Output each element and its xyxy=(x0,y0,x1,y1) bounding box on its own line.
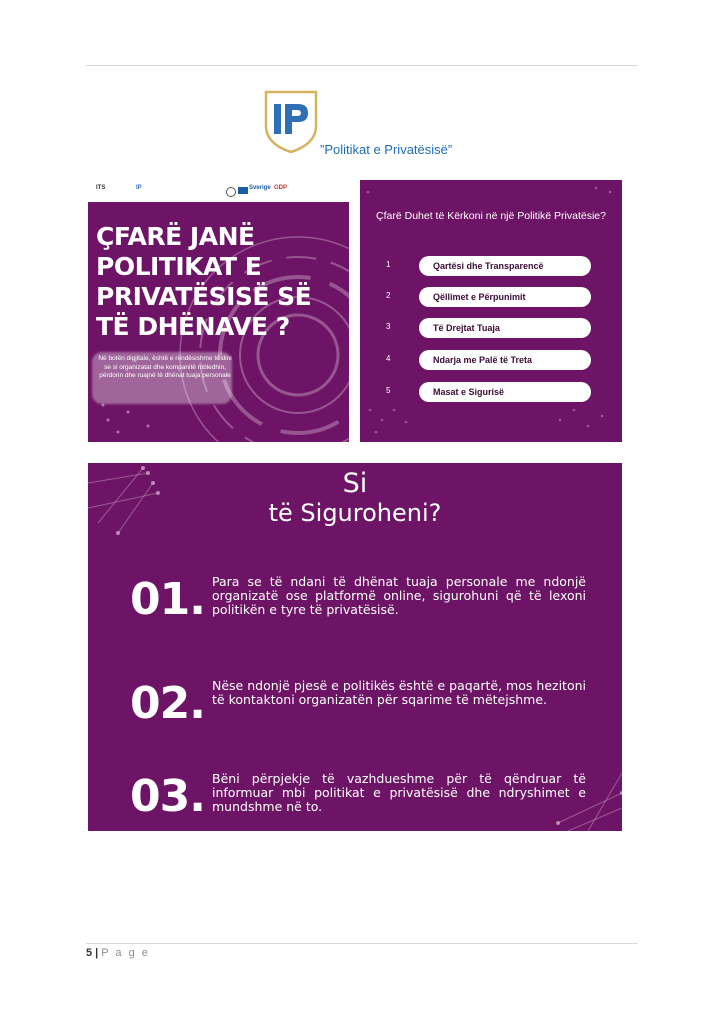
slide1-subtitle: Në botën digjitale, është e rëndësishme të dini se si organizatat dhe kompanitë mbledhin, përdorin dhe ruajnë të dhënat tuaja personale xyxy=(98,355,232,379)
criteria-label: Të Drejtat Tuaja xyxy=(419,318,591,338)
ip-logo xyxy=(262,88,320,154)
step-number: 01. xyxy=(130,574,205,625)
sverige-logo: Sverige xyxy=(249,185,271,191)
criteria-item xyxy=(360,287,622,307)
its-logo: ITS xyxy=(96,185,106,191)
criteria-label: Ndarja me Palë të Treta xyxy=(419,350,591,370)
slide-what-are-policies xyxy=(88,180,349,442)
criteria-item xyxy=(360,256,622,276)
emblem-icon xyxy=(226,187,236,197)
criteria-label: Qëllimet e Përpunimit xyxy=(419,287,591,307)
sweden-flag-icon xyxy=(238,187,248,194)
step-number: 02. xyxy=(130,678,205,729)
criteria-item xyxy=(360,382,622,402)
title-line: POLITIKAT E xyxy=(96,252,262,281)
slide3-heading-line2: të Siguroheni? xyxy=(268,499,442,527)
step-text: Para se të ndani të dhënat tuaja personale me ndonjë organizatë ose platformë online, sigurohuni që të lexoni politikën e tyre të privatësisë. xyxy=(212,574,586,617)
step-number: 03. xyxy=(130,771,205,822)
criteria-number: 2 xyxy=(386,291,391,300)
criteria-label: Masat e Sigurisë xyxy=(419,382,591,402)
step-text: Nëse ndonjë pjesë e politikës është e paqartë, mos hezitoni të kontaktoni organizatën për sqarime të mëtejshme. xyxy=(212,678,586,707)
page-footer xyxy=(86,947,150,959)
header-divider xyxy=(86,65,638,66)
step-item xyxy=(88,772,622,831)
criteria-number: 5 xyxy=(386,386,391,395)
title-line: TË DHËNAVE ? xyxy=(96,312,290,341)
step-item xyxy=(88,679,622,739)
title-line: ÇFARË JANË xyxy=(96,222,255,251)
page-label: P a g e xyxy=(101,947,150,959)
criteria-item xyxy=(360,318,622,338)
gdp-logo: GDP xyxy=(274,185,288,191)
slide3-heading-line1: Si xyxy=(342,468,368,499)
slide-how-to-be-sure xyxy=(88,463,622,831)
criteria-number: 4 xyxy=(386,354,391,363)
partner-logos-bar xyxy=(88,180,349,202)
criteria-label: Qartësi dhe Transparencë xyxy=(419,256,591,276)
logo-caption: ”Politikat e Privatësisë” xyxy=(320,142,453,157)
slide2-question: Çfarë Duhet të Kërkoni në një Politikë Privatësie? xyxy=(376,210,606,222)
step-text: Bëni përpjekje të vazhdueshme për të qëndruar të informuar mbi politikat e privatësisë dhe ndryshimet e mundshme në to. xyxy=(212,771,586,814)
step-item xyxy=(88,575,622,635)
footer-divider xyxy=(86,943,638,944)
footer-separator: | xyxy=(95,947,99,959)
slide-what-to-look-for xyxy=(360,180,622,442)
title-line: PRIVATËSISË SË xyxy=(96,282,312,311)
criteria-number: 1 xyxy=(386,260,391,269)
page-number: 5 xyxy=(86,947,93,959)
ip-small-logo: IP xyxy=(136,185,142,191)
criteria-item xyxy=(360,350,622,370)
criteria-number: 3 xyxy=(386,322,391,331)
slide1-title xyxy=(96,222,346,342)
